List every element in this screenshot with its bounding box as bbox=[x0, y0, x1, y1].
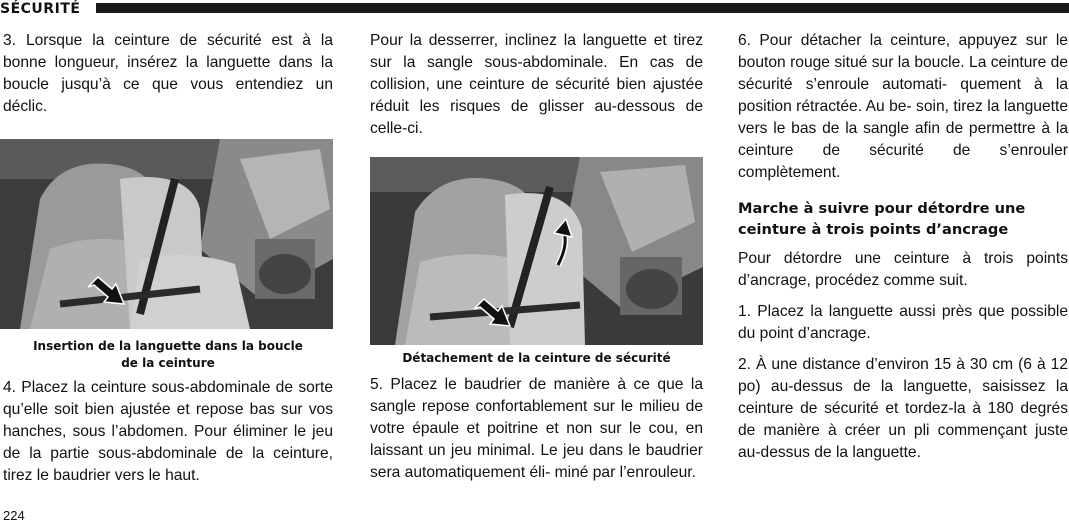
step-6-text: 6. Pour détacher la ceinture, appuyez sur le bouton rouge situé sur la boucle. La ceinture de sécurité s’enroule automati- quement à la position rétractée. Au be- soin, tirez la languette vers le bas de la sangle afin de permettre à la ceinture de sécurité de s’enrouler complètement. bbox=[738, 32, 1068, 181]
car-interior-photo-1 bbox=[0, 139, 333, 329]
header-rule bbox=[96, 3, 1069, 13]
column-2 bbox=[370, 30, 703, 140]
untwist-step-1-text: 1. Placez la languette aussi près que possible du point d’ancrage. bbox=[738, 303, 1068, 342]
step-3-text: 3. Lorsque la ceinture de sécurité est à la bonne longueur, insérez la languette dans la boucle jusqu’à ce que vous entendiez un déclic. bbox=[3, 32, 333, 115]
caption-line-1: Insertion de la languette dans la boucle bbox=[33, 339, 303, 353]
page-header bbox=[0, 0, 1069, 20]
subheading-line-1: Marche à suivre pour détordre une bbox=[738, 200, 1026, 217]
section-subheading bbox=[738, 198, 1068, 240]
figure-2-caption: Détachement de la ceinture de sécurité bbox=[402, 351, 671, 365]
column-2-bottom bbox=[370, 374, 703, 484]
untwist-step-2-text: 2. À une distance d’environ 15 à 30 cm (6 à 12 po) au-dessus de la languette, saisissez la ceinture de sécurité et tordez-la à 180 degrés de manière à créer un pli commençant juste au-dessus de la languette. bbox=[738, 356, 1068, 461]
step-4-text: 4. Placez la ceinture sous-abdominale de sorte qu’elle soit bien ajustée et repose bas sur vos hanches, sous l’abdomen. Pour éliminer le jeu de la partie sous-abdominale de la ceinture, tirez le baudrier vers le haut. bbox=[3, 379, 333, 484]
loosen-text: Pour la desserrer, inclinez la languette et tirez sur la sangle sous-abdominale. En cas de collision, une ceinture de sécurité bien ajustée réduit les risques de glisser au-dessous de celle-ci. bbox=[370, 32, 703, 137]
column-1-bottom bbox=[3, 377, 333, 487]
step-5-text: 5. Placez le baudrier de manière à ce que la sangle repose confortablement sur le milieu de votre épaule et poitrine et non sur le cou, en laissant un jeu minimal. Le jeu dans le baudrier sera automatiquement éli- miné par l’enrouleur. bbox=[370, 376, 703, 481]
column-3 bbox=[738, 30, 1068, 464]
page-number: 224 bbox=[3, 508, 25, 523]
figure-buckle-insertion bbox=[0, 139, 333, 329]
untwist-intro-text: Pour détordre une ceinture à trois points d’ancrage, procédez comme suit. bbox=[738, 250, 1068, 289]
car-interior-photo-2 bbox=[370, 157, 703, 345]
column-1 bbox=[3, 30, 333, 118]
section-title: SÉCURITÉ bbox=[0, 0, 88, 18]
figure-1-caption bbox=[3, 338, 333, 372]
figure-belt-release bbox=[370, 157, 703, 345]
caption-line-2: de la ceinture bbox=[121, 356, 215, 370]
subheading-line-2: ceinture à trois points d’ancrage bbox=[738, 221, 1009, 238]
